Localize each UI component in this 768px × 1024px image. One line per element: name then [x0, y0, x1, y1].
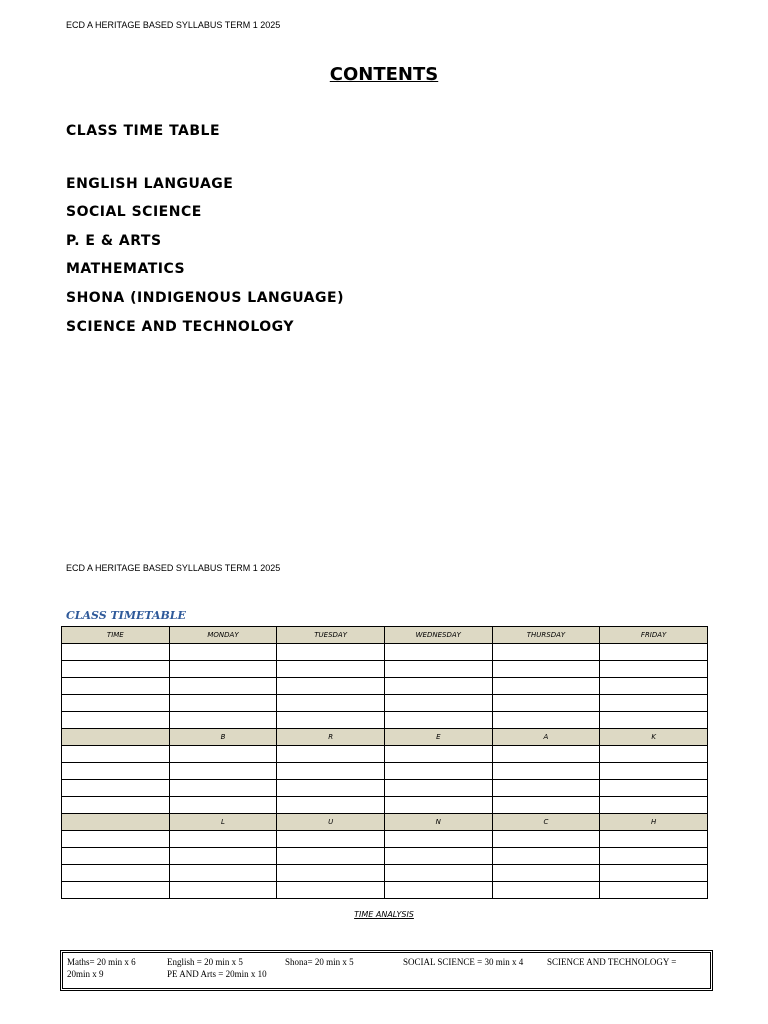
col-header-monday: MONDAY: [169, 627, 277, 644]
col-header-tuesday: TUESDAY: [277, 627, 385, 644]
lunch-letter: U: [277, 814, 385, 831]
analysis-pe-arts: PE AND Arts = 20min x 10: [167, 969, 267, 979]
page-header-note: ECD A HERITAGE BASED SYLLABUS TERM 1 2025: [66, 20, 281, 30]
col-header-wednesday: WEDNESDAY: [384, 627, 492, 644]
analysis-science-tech: SCIENCE AND TECHNOLOGY =: [547, 957, 677, 967]
lunch-letter: H: [600, 814, 708, 831]
table-row: [62, 695, 708, 712]
time-analysis-title: TIME ANALYSIS: [354, 910, 414, 919]
analysis-line-2: [65, 969, 708, 983]
lunch-row: [62, 814, 708, 831]
lunch-letter: N: [384, 814, 492, 831]
break-letter: B: [169, 729, 277, 746]
table-row: [62, 780, 708, 797]
table-row: [62, 661, 708, 678]
table-row: [62, 882, 708, 899]
table-row: [62, 678, 708, 695]
break-letter: E: [384, 729, 492, 746]
analysis-shona: Shona= 20 min x 5: [285, 957, 354, 967]
break-letter: R: [277, 729, 385, 746]
col-header-thursday: THURSDAY: [492, 627, 600, 644]
analysis-science-tech-value: 20min x 9: [67, 969, 104, 979]
contents-title: CONTENTS: [329, 64, 439, 85]
table-row: [62, 712, 708, 729]
timetable-title: CLASS TIMETABLE: [66, 609, 186, 622]
lunch-letter: L: [169, 814, 277, 831]
table-row: [62, 848, 708, 865]
col-header-friday: FRIDAY: [600, 627, 708, 644]
analysis-social-science: SOCIAL SCIENCE = 30 min x 4: [403, 957, 524, 967]
table-row: [62, 746, 708, 763]
break-letter: A: [492, 729, 600, 746]
class-timetable: [61, 626, 708, 899]
toc-item-class-time-table: CLASS TIME TABLE: [66, 123, 221, 139]
timetable-header-row: [62, 627, 708, 644]
toc-item-english: ENGLISH LANGUAGE: [66, 176, 234, 192]
break-row: [62, 729, 708, 746]
toc-item-mathematics: MATHEMATICS: [66, 261, 186, 277]
analysis-maths: Maths= 20 min x 6: [67, 957, 136, 967]
table-row: [62, 865, 708, 882]
toc-item-social-science: SOCIAL SCIENCE: [66, 204, 202, 220]
time-analysis-box: [60, 950, 713, 991]
analysis-english: English = 20 min x 5: [167, 957, 243, 967]
col-header-time: TIME: [62, 627, 170, 644]
lunch-letter: C: [492, 814, 600, 831]
break-letter: K: [600, 729, 708, 746]
toc-item-science-tech: SCIENCE AND TECHNOLOGY: [66, 319, 294, 335]
table-row: [62, 763, 708, 780]
toc-item-shona: SHONA (INDIGENOUS LANGUAGE): [66, 290, 344, 306]
table-row: [62, 831, 708, 848]
table-row: [62, 797, 708, 814]
analysis-line-1: [65, 955, 708, 969]
toc-item-pe-arts: P. E & ARTS: [66, 233, 162, 249]
table-row: [62, 644, 708, 661]
page-header-note-2: ECD A HERITAGE BASED SYLLABUS TERM 1 2025: [66, 563, 281, 573]
